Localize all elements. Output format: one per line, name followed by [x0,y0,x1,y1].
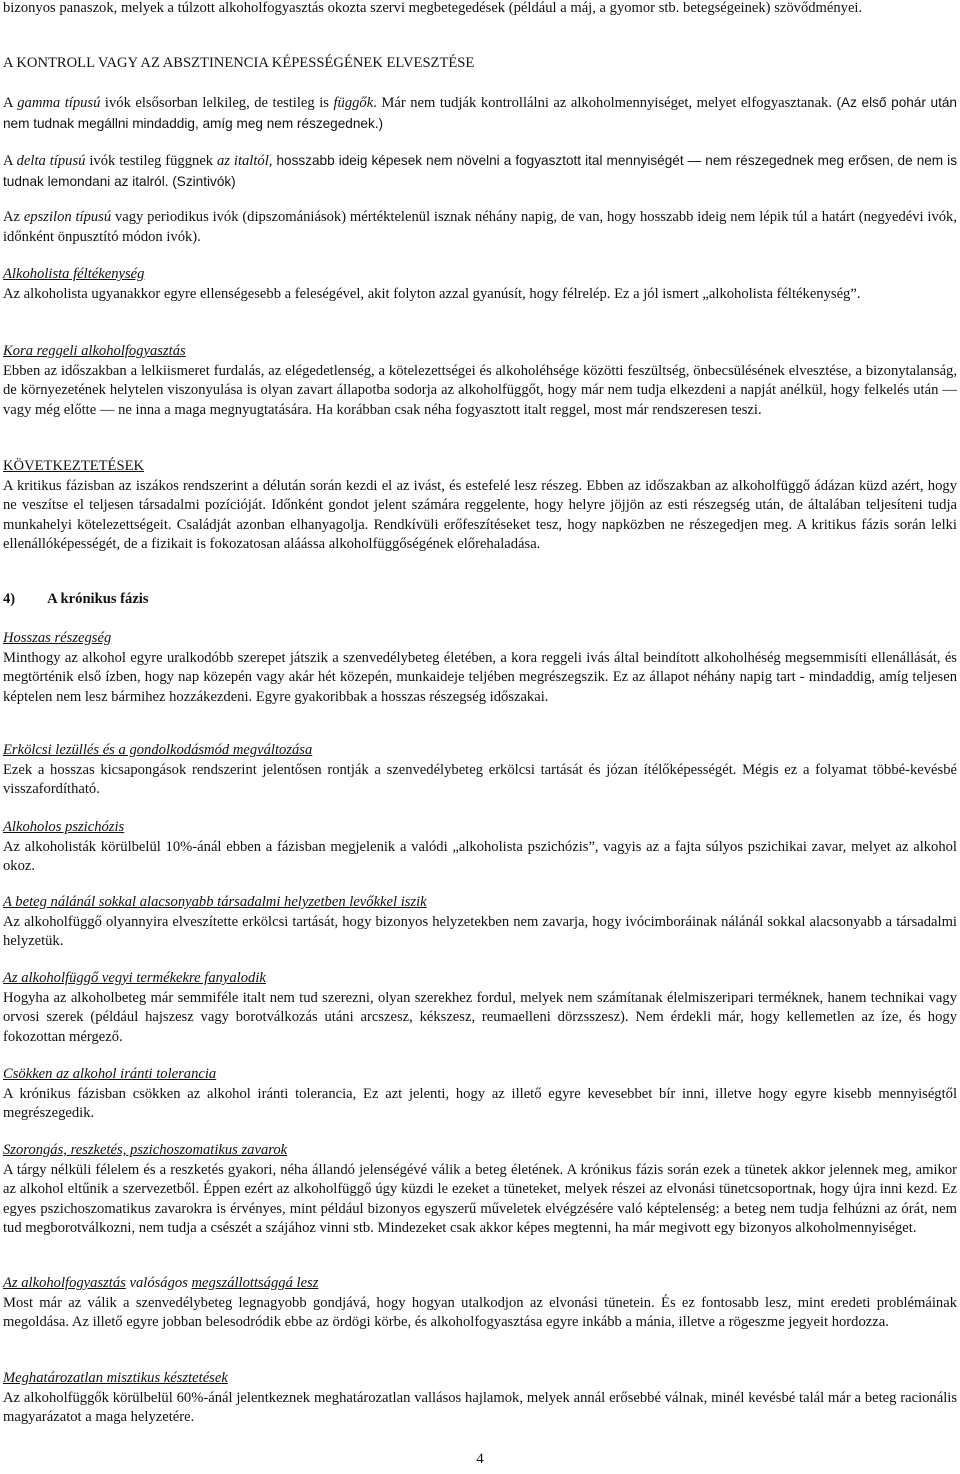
section-text: A kritikus fázisban az iszákos rendszerint a délután során kezdi el az ivást, és estefelé lesz részeg. Ebben az időszakban az alkoholfüggő ádázan küzd azért, hogy ne veszítse el teljesen társadalmi pozícióját. Időnként gondot jelent számára reggelente, hogy helyre jöjjön az esti részegség után, de általában teljesíteni tudja munkahelyi kötelezettségeit. Családját azonban elhanyagolja. Rendkívüli erőfeszítéseket tesz, hogy napközben ne részegedjen meg. A kritikus fázis során lelki ellenállóképességét, de a fizikait is fokozatosan aláássa alkoholfüggőségének előrehaladása. [3,477,957,553]
text-run: A [3,153,17,169]
page-number: 4 [476,1451,484,1467]
text-run-italic: az italtól, [217,153,273,169]
chapter-heading [3,590,957,610]
subheading: Az alkoholfüggő vegyi termékekre fanyalodik [3,970,266,986]
subheading: Az alkoholfogyasztás [3,1275,126,1291]
section-text: Minthogy az alkohol egyre uralkodóbb szerepet játszik a szenvedélybeteg életében, a kora reggeli ivás által beindított alkoholhéség megsemmisíti ellenállását, és megtörténik első ízben, hogy nap közepén vagy akár hét közepén, munkaideje teljében megrészegszik. Ez az állapot néhány napig tart - mindaddig, amíg teljesen képtelen nem lesz bármihez hozzákezdeni. Egyre gyakoribbak a hosszas részegség időszakai. [3,649,957,705]
text-run: . Már nem tudják kontrollálni az alkoholmennyiséget, melyet elfogyasztanak. [373,95,837,111]
text-run-italic: delta típusú [16,153,86,169]
erkolcsi-section [3,741,957,800]
tarsas-section [3,893,957,952]
section-text: Most már az válik a szenvedélybeteg legnagyobb gondjává, hogy hogyan utalkodjon az elvonási tünetein. És ez fontosabb lesz, mint eredeti problémáinak megoldása. Az illető egyre jobban belesodródik ebbe az ördögi körbe, és alkoholfogyasztása egyre inkább a mánia, illetve a rögeszme jegyeit hordozza. [3,1294,957,1331]
subheading: Kora reggeli alkoholfogyasztás [3,343,186,359]
subheading: Meghatározatlan misztikus késztetések [3,1370,228,1386]
delta-paragraph [3,151,957,192]
text-run-italic: függők [333,95,374,111]
text-run: A [3,95,18,111]
text-run: ivók elsősorban lelkileg, de testileg is [100,95,334,111]
megszallottsag-section [3,1274,957,1333]
subheading: Hosszas részegség [3,630,112,646]
tolerancia-section [3,1065,957,1124]
subheading: Csökken az alkohol iránti tolerancia [3,1066,217,1082]
section-text: Az alkoholista ugyanakkor egyre ellenségesebb a feleségével, akit folyton azzal gyanúsít, hogy félrelép. Ez a jól ismert „alkoholista féltékenység”. [3,285,861,302]
gamma-paragraph [3,93,957,134]
text-run-italic: epszilon típusú [23,209,112,225]
pszichozis-section [3,818,957,877]
subheading: Erkölcsi lezüllés és a gondolkodásmód megváltozása [3,742,313,758]
section-text: Az alkoholfüggők körülbelül 60%-ánál jelentkeznek meghatározatlan vallásos hajlamok, melyek annál erősebbé válnak, minél kevésbé talál már a beteg racionális magyarázatot a maga helyzetére. [3,1389,957,1426]
subheading: A beteg nálánál sokkal alacsonyabb társadalmi helyzetben levőkkel iszik [3,894,427,910]
text-run-italic: gamma típusú [17,95,101,111]
subheading: KÖVETKEZTETÉSEK [3,458,145,474]
section-text: Ebben az időszakban a lelkiismeret furdalás, az elégedetlenség, a kötelezettségei és alkoholéhsége közötti feszültség, önbecsülésének elvesztése, a bizonytalanság, de környezetének helytelen viszonyulása is olyan zavart állapotba sodorja az alkoholfüggőt, hogy már nem tudja elkezdeni a napját anélkül, hogy felkelés után — vagy még előtte — ne inna a maga megnyugtatására. Ha korábban csak néha fogyasztott italt reggel, most már rendszeresen teszi. [3,362,957,418]
intro-text: bizonyos panaszok, melyek a túlzott alkoholfogyasztás okozta szervi megbetegedések (például a máj, a gyomor stb. betegségeinek) szövődményei. [3,0,863,16]
chapter-number: 4) [3,591,16,607]
section-text: Az alkoholisták körülbelül 10%-ánál ebben a fázisban megjelenik a valódi „alkoholista pszichózis”, vagyis az a fajta súlyos pszichikai zavar, melyet az alkohol okoz. [3,838,957,875]
subheading: Alkoholos pszichózis [3,819,125,835]
section-text: A krónikus fázisban csökken az alkohol iránti tolerancia, Ez azt jelenti, hogy az illető egyre kevesebbet bír inni, illetve hogy egyre kisebb mennyiségtől megrészegedik. [3,1085,957,1122]
intro-paragraph [3,0,957,19]
kovetkeztetesek-section [3,457,957,555]
subheading-part: megszállottsággá lesz [191,1275,319,1291]
szorongas-section [3,1141,957,1239]
text-run: vagy periodikus ivók (dipszomániások) mértéktelenül isznak néhány napig, de van, hogy hosszabb ideig nem lépik túl a határt (negyedévi ivók, időnként önpusztító módon ivók). [3,209,957,245]
misztikus-section [3,1369,957,1428]
section-text: Ezek a hosszas kicsapongások rendszerint jelentősen rontják a szenvedélybeteg erkölcsi tartását és józan ítélőképességét. Mégis ez a folyamat többé-kevésbé visszafordítható. [3,761,957,798]
subheading: Szorongás, reszketés, pszichoszomatikus zavarok [3,1142,288,1158]
section-heading-text: A KONTROLL VAGY AZ ABSZTINENCIA KÉPESSÉGÉNEK ELVESZTÉSE [3,55,475,71]
feltekenyseg-section [3,265,957,304]
section-text: Az alkoholfüggő olyannyira elveszítette erkölcsi tartását, hogy bizonyos helyzetekben nem zavarja, hogy ivócimboráinak nálánál sokkal alacsonyabb a társadalmi helyzetük. [3,913,957,950]
subheading: Alkoholista féltékenység [3,266,145,282]
section-text: A tárgy nélküli félelem és a reszketés gyakori, néha állandó jelenségévé válik a beteg életének. A krónikus fázis során ezek a tünetek akkor jelennek meg, amikor az alkohol eltűnik a szervezetből. Éppen ezért az alkoholfüggő úgy küzdi le ezeket a tüneteket, melyek részei az elvonási tünetcsoportnak, hogy újra inni kezd. Ez egyes pszichoszomatikus zavarokra is érvényes, mint például bizonyos egyszerű műveletek elvégzésére való képtelenség: a beteg nem tudja felhúzni az órát, nem tud megborotválkozni, nem tudja a csészét a szájához vinni stb. Mindezeket csak akkor képes megtenni, ha már megivott egy bizonyos alkoholmennyiséget. [3,1161,957,1237]
chapter-title: A krónikus fázis [47,591,149,607]
hosszas-section [3,629,957,707]
section-text: Hogyha az alkoholbeteg már semmiféle italt nem tud szerezni, olyan szerekhez fordul, melyek nem számítanak élelmiszeripari terméknek, hanem technikai vagy orvosi szerek (például hajszesz vagy borotválkozás utáni arcszesz, kékszesz, reumaelleni dörzsszesz). Nem érdekli már, hogy kellemetlen az íze, és hogy fokozottan mérgező. [3,989,957,1045]
section-heading-kontroll [3,54,957,74]
text-run: ivók testileg függnek [85,153,218,169]
subheading-part: valóságos [125,1275,192,1291]
text-run-sans: (Az első pohár után nem tudnak megállni mindaddig, amíg meg nem részegednek.) [3,95,957,131]
text-run: Az [3,209,24,225]
epszilon-paragraph [3,208,957,247]
vegyi-section [3,969,957,1047]
text-run-sans: hosszabb ideig képesek nem növelni a fogyasztott ital mennyiségét — nem részegednek meg erősen, de nem is tudnak lemondani az italról. (Szintivók) [3,153,957,189]
kora-section [3,342,957,420]
